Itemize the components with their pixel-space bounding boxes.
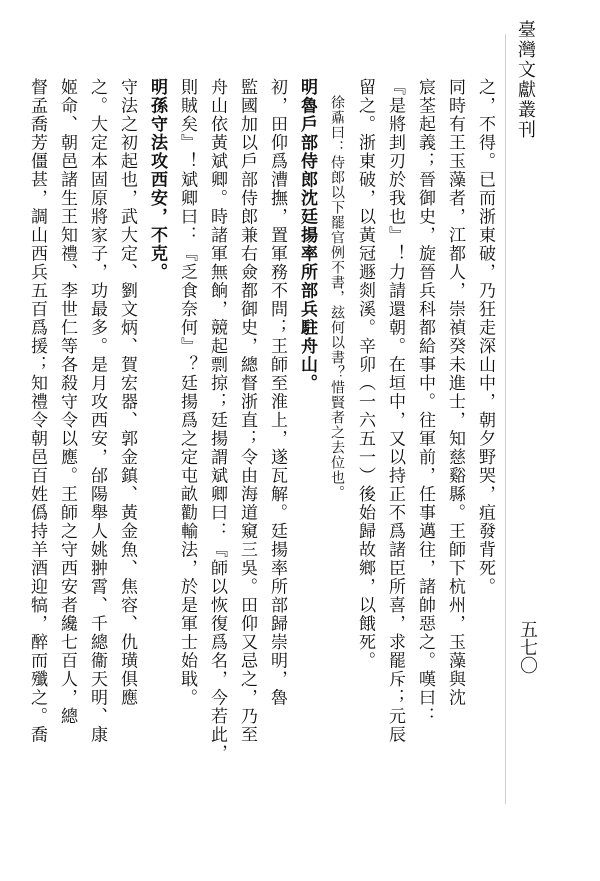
text-column: 守法之初起也，武大定、劉文炳、賀宏器、郭金鎮、黃金魚、焦容、仇璜俱應 [117, 78, 137, 707]
text-column: 督孟喬芳僵甚，調山西兵五百爲援；知禮令朝邑百姓僞持羊酒迎犒，醉而殲之。喬 [27, 78, 47, 744]
text-column: 之，不得。已而浙東破，乃狂走深山中，朝夕野哭，疽發背死。 [475, 78, 495, 596]
text-column: 監國加以戶部侍郎兼右僉都御史，總督浙直；令由海道窺三吳。田仰又忌之，乃至 [237, 78, 257, 744]
text-column: 初，田仰爲漕撫，置軍務不問；王師至淮上，遂瓦解。廷揚率所部歸崇明，魯 [267, 78, 287, 707]
commentary-note: 徐鼒曰：侍郎以下罷官例不書，玆何以書？惜賢者之去位也。 [329, 95, 345, 500]
text-column: 宸荃起義；晉御史，旋晉兵科都給事中。往軍前，任事邁往，諸帥惡之。嘆曰： [415, 78, 435, 726]
text-column: 姬命、朝邑諸生王知禮、李世仁等各殺守令以應。王師之守西安者纔七百人，總 [57, 78, 77, 726]
text-column: 則賊矣』！斌卿曰：『乏食奈何』？廷揚爲之定屯畝勸輸法，於是軍士始戢。 [177, 78, 197, 707]
series-title: 臺灣文獻叢刊 [515, 20, 536, 140]
text-column: 舟山依黃斌卿。時諸軍無餉，競起剽掠；廷揚謂斌卿曰：『師以恢復爲名，今若此， [207, 78, 227, 763]
text-column: 之。大定本固原將家子，功最多。是月攻西安，邰陽舉人姚翀霄、千總衞天明、康 [87, 78, 107, 744]
header-divider [505, 34, 506, 804]
section-heading: 明孫守法攻西安，不克。 [147, 78, 167, 282]
text-column: 同時有王玉藻者，江都人，崇禎癸未進士，知慈谿縣。王師下杭州，玉藻與沈 [445, 78, 465, 707]
section-heading: 明魯戶部侍郎沈廷揚率所部兵駐舟山。 [297, 78, 317, 393]
text-column: 留之。浙東破，以黃冠遯剡溪。辛卯（一六五一）後始歸故鄉，以餓死。 [355, 78, 375, 670]
page-number: 五七〇 [517, 620, 538, 674]
text-column: 『是將刲刃於我也』！力請還朝。在垣中，又以持正不爲諸臣所喜，求罷斥；元辰 [385, 78, 405, 744]
